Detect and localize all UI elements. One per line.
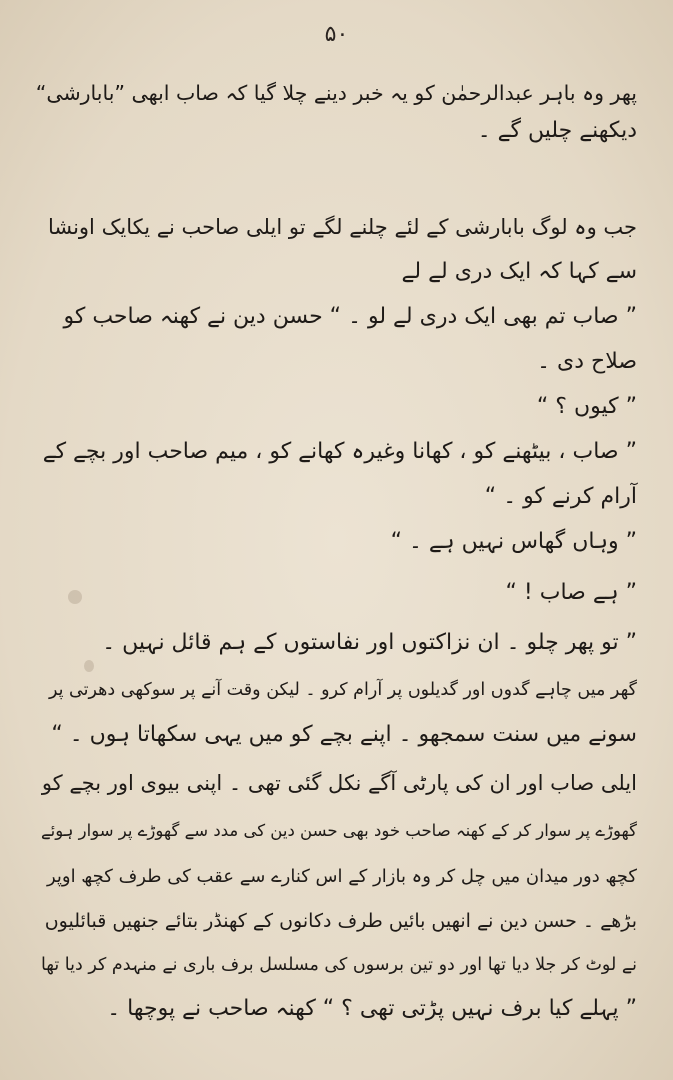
text-line: ” صاب ، بیٹھنے کو ، کھانا وغیرہ کھانے کو ، میم صاحب اور بچے کے: [42, 439, 637, 464]
text-line: ” تو پھر چلو ۔ ان نزاکتوں اور نفاستوں کے ہم قائل نہیں ۔: [102, 630, 637, 655]
text-line: ایلی صاب اور ان کی پارٹی آگے نکل گئی تھی ۔ اپنی بیوی اور بچے کو: [41, 771, 637, 795]
text-line: ” کیوں ؟ “: [536, 394, 637, 419]
text-line: جب وہ لوگ بابارشی کے لئے چلنے لگے تو ایلی صاحب نے یکایک اونشا: [47, 215, 637, 239]
text-line: پھر وہ باہر عبدالرحمٰن کو یہ خبر دینے چلا گیا کہ صاب ابھی ”بابارشی“: [35, 81, 637, 105]
page-number: ۵۰: [324, 22, 349, 47]
text-line: ” صاب تم بھی ایک دری لے لو ۔ “ حسن دین نے کھنہ صاحب کو: [63, 304, 637, 329]
text-line: سے کہا کہ ایک دری لے لے: [401, 259, 637, 284]
paper-stain: [84, 660, 94, 672]
text-line: نے لوٹ کر جلا دیا تھا اور دو تین برسوں کی مسلسل برف باری نے منہدم کر دیا تھا: [40, 955, 637, 975]
text-line: سونے میں سنت سمجھو ۔ اپنے بچے کو میں یہی سکھاتا ہوں ۔ “: [51, 722, 637, 747]
text-line: دیکھنے چلیں گے ۔: [477, 118, 637, 143]
text-line: گھر میں چاہے گدوں اور گدیلوں پر آرام کرو ۔ لیکن وقت آنے پر سوکھی دھرتی پر: [48, 680, 637, 700]
text-line: بڑھے ۔ حسن دین نے انھیں بائیں طرف دکانوں کے کھنڈر بتائے جنھیں قبائلیوں: [44, 910, 637, 932]
text-line: ” پہلے کیا برف نہیں پڑتی تھی ؟ “ کھنہ صاحب نے پوچھا ۔: [107, 996, 637, 1021]
text-line: کچھ دور میدان میں چل کر وہ بازار کے اس کنارے سے عقب کی طرف کچھ اوپر: [46, 866, 637, 887]
text-line: ” ہے صاب ! “: [505, 580, 637, 605]
paper-stain: [68, 590, 82, 604]
text-line: آرام کرنے کو ۔ “: [484, 484, 637, 509]
text-line: صلاح دی ۔: [537, 349, 637, 374]
text-line: ” وہاں گھاس نہیں ہے ۔ “: [390, 529, 637, 554]
text-line: گھوڑے پر سوار کر کے کھنہ صاحب خود بھی حسن دین کی مدد سے گھوڑے پر سوار ہوئے: [40, 821, 637, 840]
